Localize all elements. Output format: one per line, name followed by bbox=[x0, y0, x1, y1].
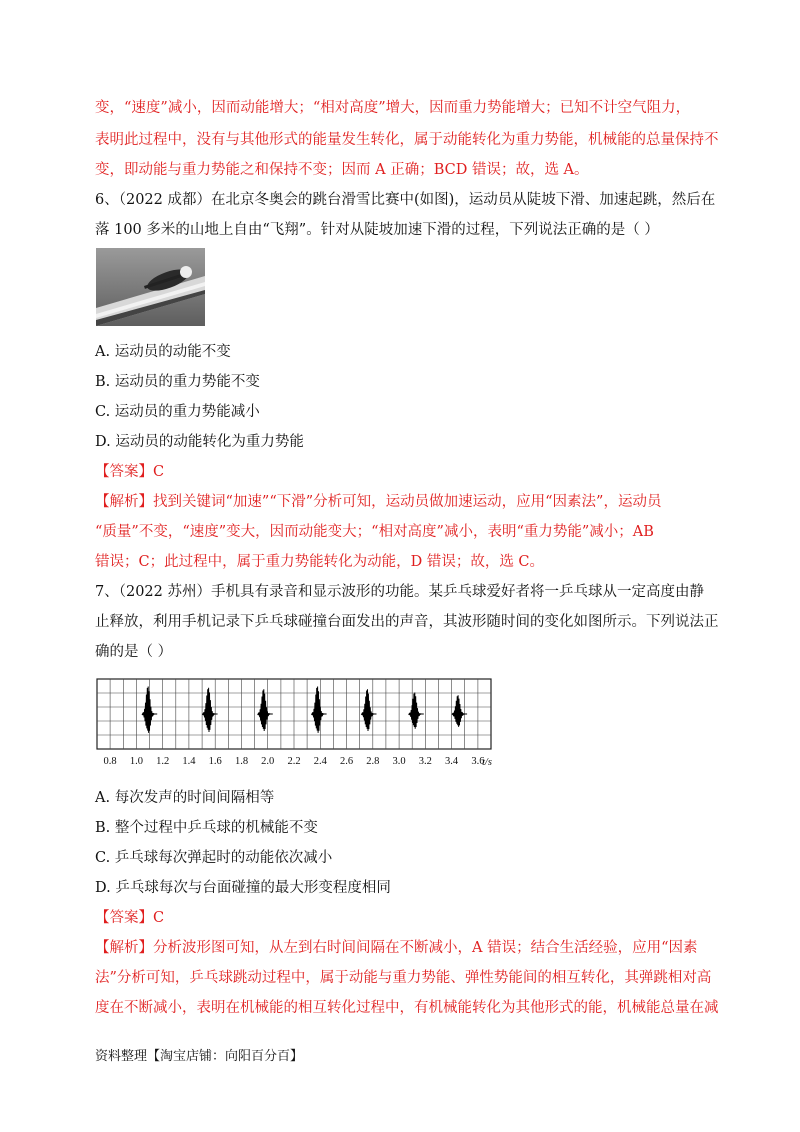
q7-stem-line: 确的是（ ） bbox=[95, 644, 173, 660]
waveform-tick-labels bbox=[104, 756, 492, 768]
ski-jumper-photo bbox=[96, 248, 205, 326]
q6-analysis-line: 错误；C；此过程中，属于重力势能转化为动能，D 错误；故，选 C。 bbox=[95, 554, 545, 570]
x-tick-label: 2.2 bbox=[287, 756, 301, 767]
x-tick-label: 2.4 bbox=[313, 756, 327, 767]
q7-option-c: C. 乒乓球每次弹起时的动能依次减小 bbox=[95, 850, 333, 866]
q7-option-d: D. 乒乓球每次与台面碰撞的最大形变程度相同 bbox=[95, 880, 391, 896]
x-tick-label: 1.2 bbox=[156, 756, 170, 767]
q7-option-a: A. 每次发声的时间间隔相等 bbox=[95, 790, 275, 806]
x-tick-label: 3.6 bbox=[471, 756, 485, 767]
x-tick-label: 1.6 bbox=[208, 756, 222, 767]
sound-waveform-chart bbox=[96, 678, 498, 770]
x-tick-label: 1.8 bbox=[234, 756, 249, 767]
intro-line: 变，“速度”减小，因而动能增大；“相对高度”增大，因而重力势能增大；已知不计空气阻力， bbox=[95, 100, 691, 116]
footer-note: 资料整理【淘宝店铺：向阳百分百】 bbox=[95, 1049, 304, 1064]
q6-stem-line: 落 100 多米的山地上自由“飞翔”。针对从陡坡加速下滑的过程，下列说法正确的是（ ） bbox=[95, 222, 659, 238]
q6-analysis-line: “质量”不变，“速度”变大，因而动能变大；“相对高度”减小，表明“重力势能”减小；AB bbox=[95, 524, 654, 540]
q7-analysis-line: 度在不断减小，表明在机械能的相互转化过程中，有机械能转化为其他形式的能，机械能总量在减 bbox=[95, 1000, 719, 1016]
q7-answer: 【答案】C bbox=[95, 910, 165, 926]
q6-analysis-line: 【解析】找到关键词“加速”“下滑”分析可知，运动员做加速运动，应用“因素法”，运动员 bbox=[95, 494, 662, 510]
q7-analysis-line: 法”分析可知，乒乓球跳动过程中，属于动能与重力势能、弹性势能间的相互转化，其弹跳相对高 bbox=[95, 970, 712, 986]
q6-option-c: C. 运动员的重力势能减小 bbox=[95, 404, 260, 420]
x-tick-label: 2.8 bbox=[366, 756, 380, 767]
x-tick-label: 3.2 bbox=[418, 756, 432, 767]
q7-analysis-line: 【解析】分析波形图可知，从左到右时间间隔在不断减小，A 错误；结合生活经验，应用“因素 bbox=[95, 940, 698, 956]
q6-answer: 【答案】C bbox=[95, 464, 165, 480]
x-tick-label: 1.4 bbox=[182, 756, 196, 767]
x-tick-label: 2.6 bbox=[339, 756, 354, 767]
q7-option-b: B. 整个过程中乒乓球的机械能不变 bbox=[95, 820, 318, 836]
intro-line: 变，即动能与重力势能之和保持不变；因而 A 正确；BCD 错误；故，选 A。 bbox=[95, 162, 589, 178]
x-tick-label: 1.0 bbox=[129, 756, 143, 767]
q7-stem-line: 止释放，利用手机记录下乒乓球碰撞台面发出的声音，其波形随时间的变化如图所示。下列说法正 bbox=[95, 614, 719, 630]
x-axis-label: t/s bbox=[482, 757, 492, 768]
q6-option-d: D. 运动员的动能转化为重力势能 bbox=[95, 434, 304, 450]
x-tick-label: 3.4 bbox=[445, 756, 459, 767]
x-tick-label: 3.0 bbox=[392, 756, 406, 767]
q6-option-b: B. 运动员的重力势能不变 bbox=[95, 374, 260, 390]
q6-option-a: A. 运动员的动能不变 bbox=[95, 344, 231, 360]
q6-stem-line: 6、（2022 成都）在北京冬奥会的跳台滑雪比赛中(如图)，运动员从陡坡下滑、加速起跳，然后在 bbox=[95, 192, 716, 208]
q7-stem-line: 7、（2022 苏州）手机具有录音和显示波形的功能。某乒乓球爱好者将一乒乓球从一定高度由静 bbox=[95, 584, 704, 600]
intro-line: 表明此过程中，没有与其他形式的能量发生转化，属于动能转化为重力势能，机械能的总量保持不 bbox=[95, 132, 719, 148]
x-tick-label: 2.0 bbox=[261, 756, 275, 767]
x-tick-label: 0.8 bbox=[103, 756, 117, 767]
